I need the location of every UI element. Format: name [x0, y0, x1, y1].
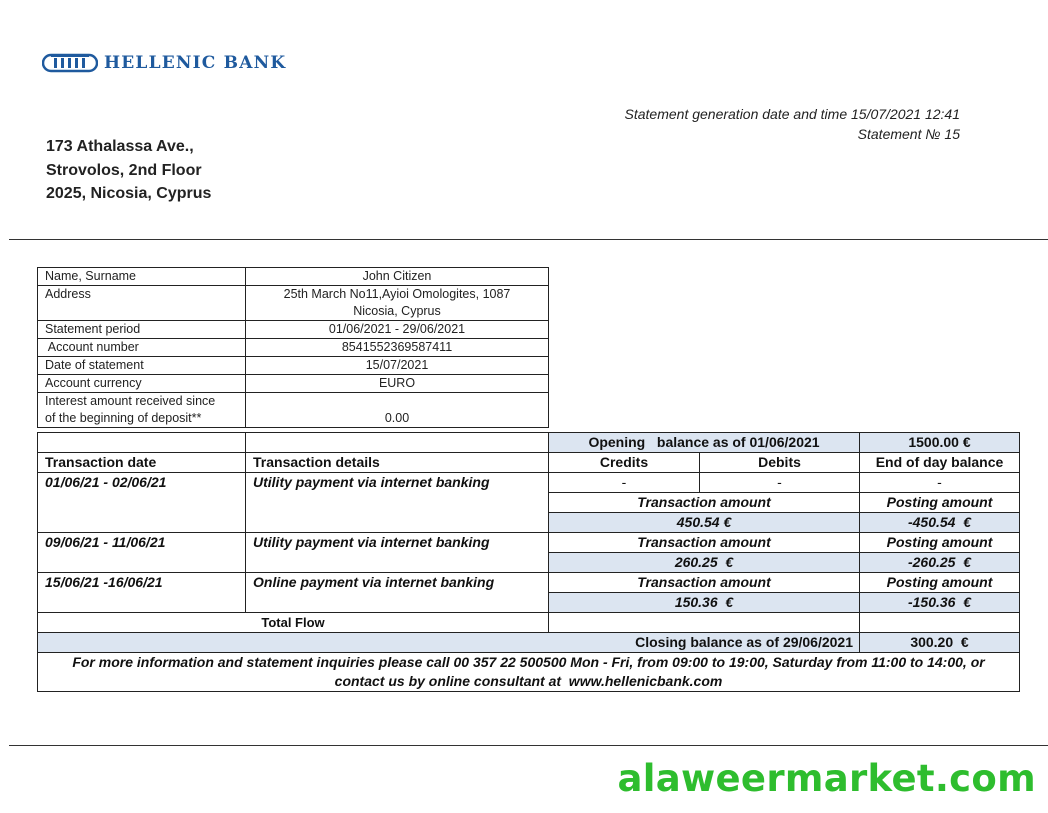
- date-label: Date of statement: [38, 357, 246, 375]
- header-balance: End of day balance: [860, 453, 1020, 473]
- watermark: alaweermarket.com: [617, 757, 1036, 800]
- footer-line: For more information and statement inquiries please call 00 357 22 500500 Mon - Fri, from 09:00 to 19:00, Saturday from 11:00 to 14:00, or: [72, 654, 985, 670]
- table-row: [38, 357, 549, 375]
- posting-label: Posting amount: [860, 493, 1020, 513]
- closing-value: 300.20 €: [860, 633, 1020, 653]
- total-flow-row: [38, 613, 1020, 633]
- divider: [9, 239, 1048, 240]
- address-value: [246, 286, 549, 321]
- tx-date: 09/06/21 - 11/06/21: [38, 533, 246, 573]
- interest-label: [38, 393, 246, 428]
- address-value-line: Nicosia, Cyprus: [353, 304, 441, 318]
- account-info-table: [37, 267, 549, 428]
- closing-row: [38, 633, 1020, 653]
- interest-value: 0.00: [246, 393, 549, 428]
- header-credits: Credits: [549, 453, 700, 473]
- empty-cell: [38, 433, 246, 453]
- opening-row: [38, 433, 1020, 453]
- posting-value: -450.54 €: [860, 513, 1020, 533]
- credits-value: -: [549, 473, 700, 493]
- bank-name: HELLENIC BANK: [104, 53, 287, 73]
- currency-label: Account currency: [38, 375, 246, 393]
- balance-value: -: [860, 473, 1020, 493]
- amount-value: 150.36 €: [549, 593, 860, 613]
- posting-label: Posting amount: [860, 573, 1020, 593]
- table-row: [38, 533, 1020, 553]
- table-row: [38, 473, 1020, 493]
- tx-details: Utility payment via internet banking: [246, 533, 549, 573]
- bank-address: [46, 135, 211, 206]
- name-label: Name, Surname: [38, 268, 246, 286]
- account-label: Account number: [38, 339, 246, 357]
- date-value: 15/07/2021: [246, 357, 549, 375]
- tx-date: 01/06/21 - 02/06/21: [38, 473, 246, 533]
- table-row: [38, 573, 1020, 593]
- header-date: Transaction date: [38, 453, 246, 473]
- tx-date: 15/06/21 -16/06/21: [38, 573, 246, 613]
- table-row: [38, 339, 549, 357]
- empty-cell: [246, 433, 549, 453]
- table-row: [38, 375, 549, 393]
- closing-label: Closing balance as of 29/06/2021: [38, 633, 860, 653]
- currency-value: EURO: [246, 375, 549, 393]
- columns-icon: [42, 52, 98, 74]
- address-line: 173 Athalassa Ave.,: [46, 138, 194, 155]
- name-value: John Citizen: [246, 268, 549, 286]
- statement-number: Statement № 15: [857, 126, 960, 142]
- interest-label-line: Interest amount received since: [45, 394, 216, 408]
- period-value: 01/06/2021 - 29/06/2021: [246, 321, 549, 339]
- amount-label: Transaction amount: [549, 533, 860, 553]
- opening-label: Opening balance as of 01/06/2021: [549, 433, 860, 453]
- posting-value: -150.36 €: [860, 593, 1020, 613]
- interest-label-line: of the beginning of deposit**: [45, 411, 202, 425]
- footer-row: [38, 653, 1020, 692]
- address-line: Strovolos, 2nd Floor: [46, 161, 202, 179]
- table-row: [38, 286, 549, 321]
- address-label: Address: [38, 286, 246, 321]
- tx-details: Utility payment via internet banking: [246, 473, 549, 533]
- bank-logo: [42, 52, 286, 74]
- table-row: [38, 393, 549, 428]
- posting-label: Posting amount: [860, 533, 1020, 553]
- amount-label: Transaction amount: [549, 493, 860, 513]
- amount-value: 450.54 €: [549, 513, 860, 533]
- total-flow-label: Total Flow: [38, 613, 549, 633]
- amount-label: Transaction amount: [549, 573, 860, 593]
- transactions-table: [37, 432, 1020, 692]
- account-value: 8541552369587411: [246, 339, 549, 357]
- header-debits: Debits: [700, 453, 860, 473]
- posting-value: -260.25 €: [860, 553, 1020, 573]
- opening-value: 1500.00 €: [860, 433, 1020, 453]
- period-label: Statement period: [38, 321, 246, 339]
- footer-note: [38, 653, 1020, 692]
- divider: [9, 745, 1048, 746]
- table-row: [38, 268, 549, 286]
- footer-line: contact us by online consultant at www.hellenicbank.com: [334, 673, 723, 689]
- debits-value: -: [700, 473, 860, 493]
- address-value-line: 25th March No11,Ayioi Omologites, 1087: [283, 287, 511, 301]
- amount-value: 260.25 €: [549, 553, 860, 573]
- address-line: 2025, Nicosia, Cyprus: [46, 185, 212, 202]
- tx-details: Online payment via internet banking: [246, 573, 549, 613]
- empty-cell: [860, 613, 1020, 633]
- generation-date: Statement generation date and time 15/07/2021 12:41: [624, 106, 960, 122]
- header-row: [38, 453, 1020, 473]
- header-details: Transaction details: [246, 453, 549, 473]
- table-row: [38, 321, 549, 339]
- statement-meta: [625, 104, 960, 144]
- empty-cell: [549, 613, 860, 633]
